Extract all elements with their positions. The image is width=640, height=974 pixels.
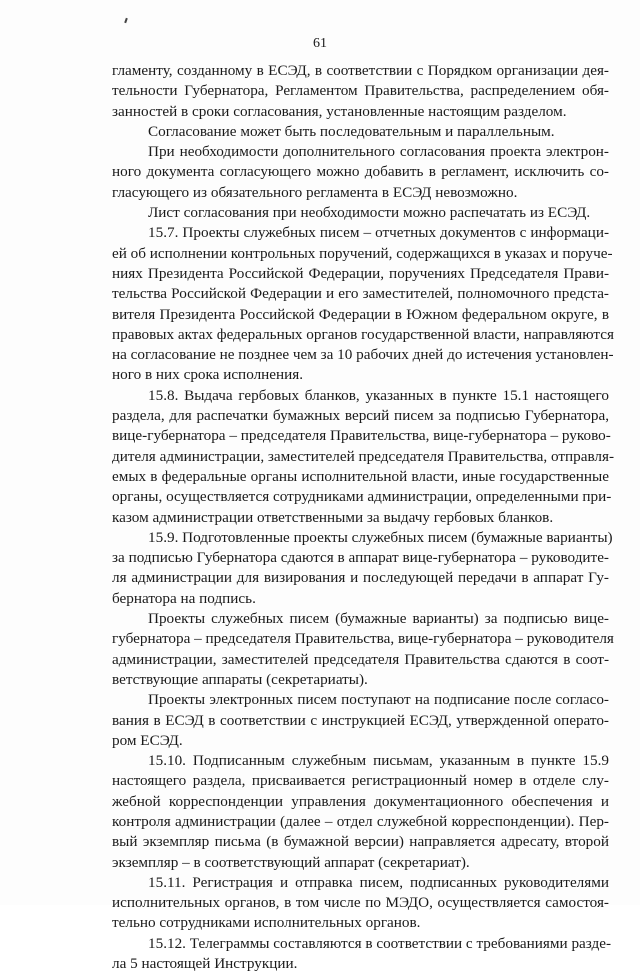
text-line: на согласование не позднее чем за 10 рабочих дней до истечения установлен- <box>112 346 614 364</box>
text-line: за подписью Губернатора сдаются в аппарат вице-губернатора – руководите- <box>112 549 609 567</box>
paragraph <box>112 751 609 873</box>
paragraph <box>112 873 609 934</box>
text-line: экземпляр – в соответствующий аппарат (секретариат). <box>112 853 470 871</box>
text-line: контроля администрации (далее – отдел служебной корреспонденции). Пер- <box>112 812 609 830</box>
paragraph <box>112 203 609 223</box>
text-line: тельства Российской Федерации и его заместителей, полномочного предста- <box>112 285 609 303</box>
paragraph <box>112 142 609 203</box>
text-line: губернатора – председателя Правительства, вице-губернатора – руководителя <box>112 630 614 648</box>
text-line: ля администрации для визирования и последующей передачи в аппарат Гу- <box>112 569 609 587</box>
text-line: Проекты служебных писем (бумажные варианты) за подписью вице- <box>148 610 609 628</box>
paragraph <box>112 61 609 122</box>
page-number: 61 <box>313 36 327 51</box>
paragraph <box>112 690 609 751</box>
text-line: Лист согласования при необходимости можно распечатать из ЕСЭД. <box>148 204 591 222</box>
text-line: 15.11. Регистрация и отправка писем, подписанных руководителями <box>148 873 609 891</box>
text-line: вания в ЕСЭД в соответствии с инструкцией ЕСЭД, утвержденной операто- <box>112 711 609 729</box>
text-line: тельности Губернатора, Регламентом Правительства, распределением обя- <box>112 82 609 100</box>
text-line: дителя администрации, заместителей председателя Правительства, отправля- <box>112 447 615 465</box>
text-line: 15.10. Подписанным служебным письмам, указанным в пункте 15.9 <box>148 752 609 770</box>
scan-speck <box>124 18 128 23</box>
text-line: Проекты электронных писем поступают на подписание после согласо- <box>148 691 609 709</box>
text-line: ей об исполнении контрольных поручений, содержащихся в указах и поруче- <box>112 244 613 262</box>
text-line: бернатора на подпись. <box>112 589 256 607</box>
document-body <box>112 61 615 974</box>
text-line: ниях Президента Российской Федерации, поручениях Председателя Прави- <box>112 264 609 282</box>
paragraph <box>112 122 609 142</box>
text-line: органы, осуществляется сотрудниками администрации, определенными при- <box>112 488 612 506</box>
text-line: тельно сотрудниками исполнительных органов. <box>112 914 421 932</box>
text-line: казом администрации ответственными за выдачу гербовых бланков. <box>112 508 554 526</box>
text-line: раздела, для распечатки бумажных версий писем за подписью Губернатора, <box>112 407 609 425</box>
text-line: ного документа согласующего можно добавить в регламент, исключить со- <box>112 163 609 181</box>
text-line: 15.8. Выдача гербовых бланков, указанных в пункте 15.1 настоящего <box>148 386 609 404</box>
text-line: ром ЕСЭД. <box>112 731 183 749</box>
text-line: вителя Президента Российской Федерации в Южном федеральном округе, в <box>112 305 609 323</box>
text-line: 15.7. Проекты служебных писем – отчетных документов с информаци- <box>148 224 609 242</box>
text-line: правовых актах федеральных органов государственной власти, направляются <box>112 325 614 343</box>
text-line: гламенту, созданному в ЕСЭД, в соответствии с Порядком организации дея- <box>112 62 609 79</box>
text-line: ла 5 настоящей Инструкции. <box>112 955 298 973</box>
text-line: администрации, заместителей председателя Правительства сдаются в соот- <box>112 650 609 668</box>
text-line: емых в федеральные органы исполнительной власти, иные государственные <box>112 467 609 485</box>
paragraph <box>112 934 612 974</box>
text-line: 15.12. Телеграммы составляются в соответствии с требованиями разде- <box>148 934 612 952</box>
paragraph <box>112 528 613 609</box>
text-line: ного в них срока исполнения. <box>112 366 304 384</box>
text-line: настоящего раздела, присваивается регистрационный номер в отделе слу- <box>112 772 609 790</box>
text-line: гласующего из обязательного регламента в ЕСЭД невозможно. <box>112 183 518 201</box>
paragraph <box>112 223 614 385</box>
text-line: вый экземпляр письма (в бумажной версии) направляется адресату, второй <box>112 833 609 851</box>
text-line: 15.9. Подготовленные проекты служебных писем (бумажные варианты) <box>148 528 613 546</box>
paragraph <box>112 609 614 690</box>
text-line: исполнительных органов, в том числе по МЭДО, осуществляется самостоя- <box>112 894 609 912</box>
paragraph <box>112 386 615 528</box>
text-line: Согласование может быть последовательным и параллельным. <box>148 122 555 140</box>
text-line: ветствующие аппараты (секретариаты). <box>112 670 368 688</box>
text-line: При необходимости дополнительного согласования проекта электрон- <box>148 143 609 161</box>
text-line: жебной корреспонденции управления документационного обеспечения и <box>112 792 609 810</box>
text-line: занностей в сроки согласования, установленные настоящим разделом. <box>112 102 567 120</box>
text-line: вице-губернатора – председателя Правительства, вице-губернатора – руково- <box>112 427 611 445</box>
